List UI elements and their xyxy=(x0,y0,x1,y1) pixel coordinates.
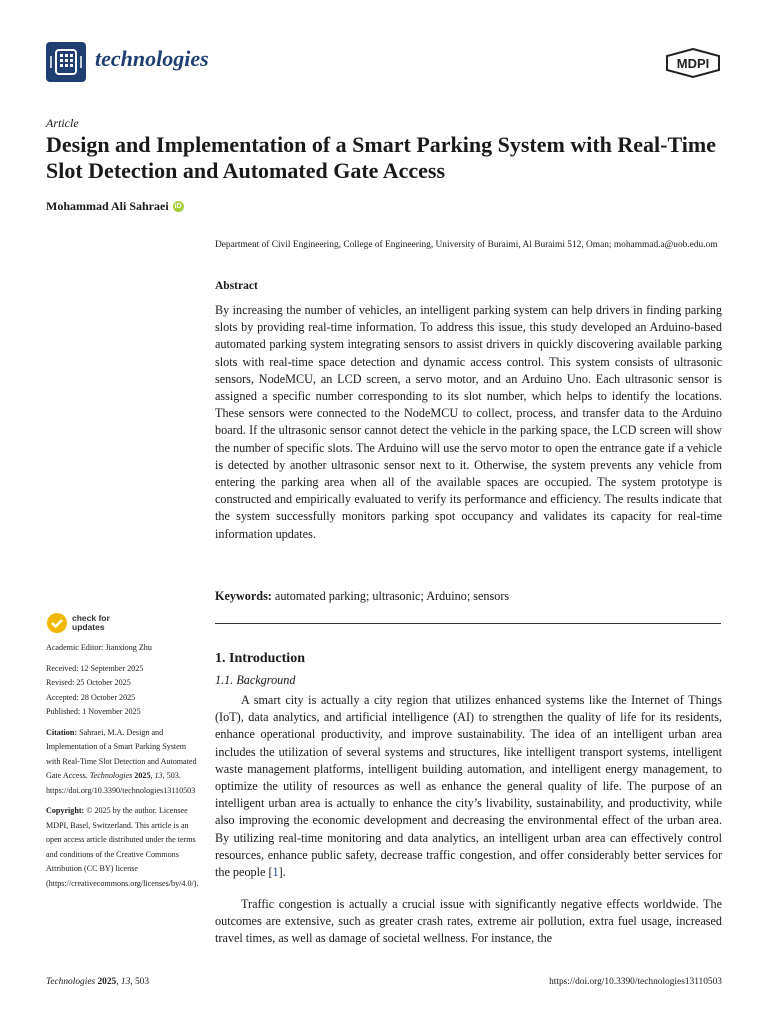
paragraph-end: ]. xyxy=(278,865,286,880)
journal-name: technologies xyxy=(95,46,209,71)
footer-volume: 13 xyxy=(120,977,131,987)
citation-link[interactable]: 1 xyxy=(272,865,279,880)
check-for-updates-badge[interactable] xyxy=(46,612,110,634)
abstract-text: By increasing the number of vehicles, an intelligent parking system can help drivers in finding parking slots by providing real-time information. To address this issue, this study developed an Arduino-based automated parking system integrating sensors to assist drivers in quickly discovering available parking slots with real-time space detection and dynamic access control. This system consists of ultrasonic sensors, NodeMCU, an LCD screen, a servo motor, and an Arduino Uno. Each ultrasonic sensor is assigned a specific number corresponding to its slot number, which helps to identify the locations. These sensors were connected to the NodeMCU to collect, process, and transfer data to the Arduino board. If the ultrasonic sensor cannot detect the vehicle in the parking space, the LCD screen will show the number of specific slots. The Arduino will use the servo motor to open the entrance gate if a vehicle is detected by another ultrasonic sensor next to it. Otherwise, the system prevents any vehicle from entering the parking area when all of the available spaces are occupied. The system prototype is constructed and empirically evaluated to verify its performance and efficiency. The results indicate that the system successfully monitors parking spot occupancy and validates its capacity for real-time information updates. xyxy=(215,303,722,541)
citation-volume: 13 xyxy=(154,771,163,780)
citation-journal: Technologies xyxy=(89,771,133,780)
academic-editor: Academic Editor: Jianxiong Zhu xyxy=(46,643,152,652)
affiliation: Department of Civil Engineering, College of Engineering, University of Buraimi, Al Buraimi 512, Oman; mohammad.a@uob.edu.om xyxy=(215,240,718,250)
check-updates-line1: check for xyxy=(72,613,110,623)
copyright-label: Copyright: xyxy=(46,806,85,815)
received-date: Received: 12 September 2025 xyxy=(46,663,144,673)
publisher-name: MDPI xyxy=(676,56,710,71)
citation-label: Citation: xyxy=(46,727,78,737)
abstract-heading: Abstract xyxy=(215,280,258,292)
paragraph-text: A smart city is actually a city region that utilizes enhanced systems like the Internet of Things (IoT), data analytics, and artificial intelligence (AI) to strengthen the quality of life for its residents, enhance operational productivity, and improve sustainability. The idea of an intelligent urban area includes the utilization of several systems and structures, like intelligent transport systems, intelligent waste management platforms, intelligent building automation, and intelligent energy management, to optimize the utility of resources as well as enhance the general quality of life. The purpose of an intelligent urban area is actually to enhance the city’s livability, sustainability, and productivity, while also improving the economic development and decreasing the environmental effect of the urban area. By utilizing real-time monitoring and data analytics, an intelligent urban area can effectively control resources, enhance public safety, decrease traffic congestion, and offer considerably better services for the people [ xyxy=(215,693,722,880)
footer-year: 2025 xyxy=(97,977,117,987)
article-title: Design and Implementation of a Smart Parking System with Real-Time Slot Detection and Automated Gate Access xyxy=(46,132,716,183)
author-line xyxy=(46,199,184,214)
accepted-date: Accepted: 28 October 2025 xyxy=(46,692,136,702)
citation-year: 2025 xyxy=(134,771,151,780)
keywords xyxy=(215,589,722,604)
copyright-text: © 2025 by the author. Licensee MDPI, Basel, Switzerland. This article is an open access article distributed under the terms and conditions of the Creative Commons Attribution (CC BY) license (https://creativecommons.org/licenses/by/4.0/). xyxy=(46,806,199,888)
orcid-icon[interactable]: iD xyxy=(174,203,182,210)
footer-article-no: , 503 xyxy=(130,977,150,987)
footer-doi-link[interactable]: https://doi.org/10.3390/technologies13110503 xyxy=(549,977,722,987)
journal-logo xyxy=(46,42,90,82)
citation-doi[interactable]: , 503. https://doi.org/10.3390/technologies13110503 xyxy=(46,771,196,795)
revised-date: Revised: 25 October 2025 xyxy=(46,678,131,687)
citation-text: Sahraei, M.A. Design and Implementation of a Smart Parking System with Real-Time Slot Detection and Automated Gate Access. xyxy=(46,727,197,780)
published-date: Published: 1 November 2025 xyxy=(46,707,141,716)
copyright-block xyxy=(46,804,198,891)
check-updates-line2: updates xyxy=(72,622,105,632)
footer-citation: Technologies 2025, 13, 503 xyxy=(46,977,150,987)
section-heading: 1. Introduction xyxy=(215,651,305,666)
subsection-heading: 1.1. Background xyxy=(215,673,296,687)
article-type: Article xyxy=(46,116,79,130)
footer-journal: Technologies xyxy=(46,977,96,987)
check-updates-icon xyxy=(46,612,68,634)
author-name[interactable]: Mohammad Ali Sahraei xyxy=(46,199,169,213)
body-paragraph xyxy=(215,692,722,881)
citation-block: Citation: Sahraei, M.A. Design and Implementation of a Smart Parking System with Real-Time Slot Detection and Automated Gate Access. Technologies 2025, 13, 503. https://doi.org/10.3390/technologies13110503 xyxy=(46,727,197,795)
section-divider xyxy=(215,623,721,624)
article-info-sidebar xyxy=(46,641,198,891)
keywords-label: Keywords: xyxy=(215,589,272,603)
body-paragraph: Traffic congestion is actually a crucial issue with significantly negative effects worldwide. The outcomes are extensive, such as greater crash rates, extreme air pollution, extra fuel usage, increased travel times, as well as damage of societal wellness. For instance, the xyxy=(215,897,722,946)
publisher-logo xyxy=(665,48,721,78)
keywords-list: automated parking; ultrasonic; Arduino; sensors xyxy=(274,589,510,603)
